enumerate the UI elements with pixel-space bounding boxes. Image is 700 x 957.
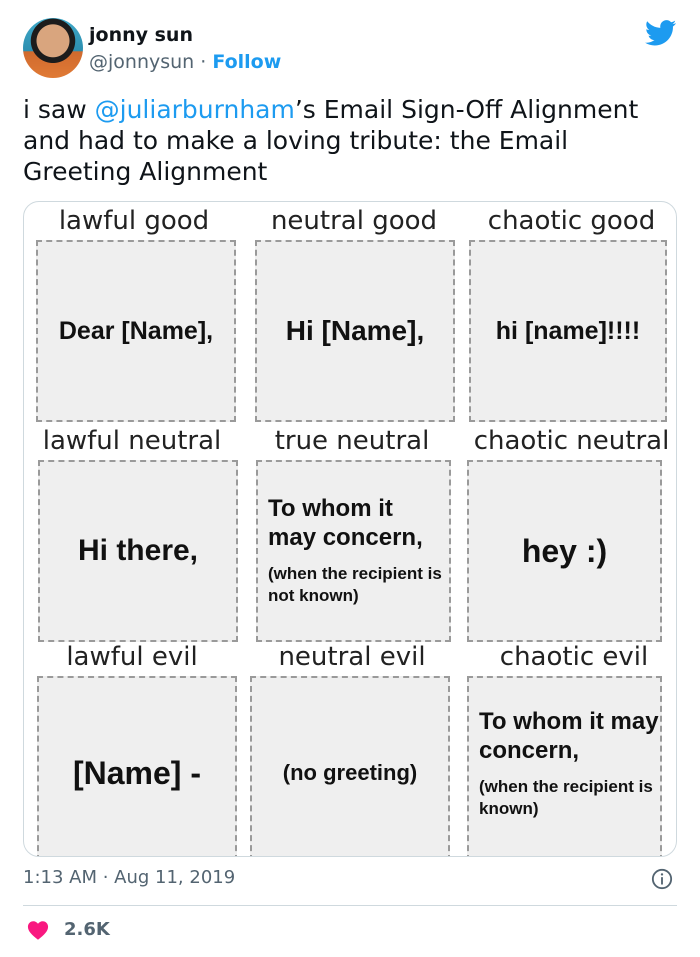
label-lawful-good: lawful good [58,206,210,236]
follow-button[interactable]: Follow [212,51,282,73]
separator: · [200,51,207,73]
cell-chaotic-neutral [467,460,662,642]
cell-lawful-evil [37,676,237,857]
label-lawful-neutral: lawful neutral [42,426,222,456]
cell-neutral-evil [250,676,450,857]
author-name[interactable]: jonny sun [89,24,193,46]
author-handle[interactable]: @jonnysun [89,51,195,73]
greeting-chaotic-evil-text: To whom it may concern, [479,708,659,764]
tweet-text [23,94,678,187]
cell-neutral-good [255,240,455,422]
label-neutral-good: neutral good [270,206,438,236]
label-neutral-evil: neutral evil [278,642,426,672]
label-true-neutral: true neutral [274,426,430,456]
cell-chaotic-evil [467,676,662,857]
greeting-lawful-evil: [Name] - [72,755,201,792]
note-true-neutral: (when the recipient is not known) [268,563,442,605]
greeting-true-neutral-text: To whom it may concern, [268,495,423,551]
cell-lawful-good [36,240,236,422]
greeting-true-neutral [268,495,446,607]
heart-icon[interactable] [27,919,49,941]
tweet-image[interactable] [23,201,677,857]
handle-row [89,51,281,73]
like-count[interactable]: 2.6K [64,919,110,940]
note-chaotic-evil: (when the recipient is known) [479,776,653,818]
tweet-timestamp[interactable]: 1:13 AM · Aug 11, 2019 [23,867,236,888]
cell-lawful-neutral [38,460,238,642]
cell-true-neutral [256,460,451,642]
avatar[interactable] [23,18,83,78]
mention-link[interactable]: @juliarburnham [94,95,295,124]
greeting-chaotic-good: hi [name]!!!! [495,317,641,345]
cell-chaotic-good [469,240,667,422]
greeting-chaotic-evil [479,708,659,820]
greeting-lawful-good: Dear [Name], [58,317,214,345]
tweet-text-before: i saw [23,95,95,124]
label-chaotic-neutral: chaotic neutral [473,426,670,456]
label-chaotic-evil: chaotic evil [499,642,649,672]
label-lawful-evil: lawful evil [66,642,198,672]
label-chaotic-good: chaotic good [487,206,656,236]
greeting-lawful-neutral: Hi there, [77,534,199,567]
twitter-bird-icon[interactable] [645,20,677,46]
greeting-neutral-good: Hi [Name], [285,315,425,347]
divider [23,905,677,906]
info-icon[interactable] [651,868,673,890]
greeting-neutral-evil: (no greeting) [282,760,418,786]
tweet-text-after: ’s Email Sign-Off Alignment and had to make a loving tribute: the Email Greeting Alignment [23,95,639,186]
greeting-chaotic-neutral: hey :) [521,532,608,569]
